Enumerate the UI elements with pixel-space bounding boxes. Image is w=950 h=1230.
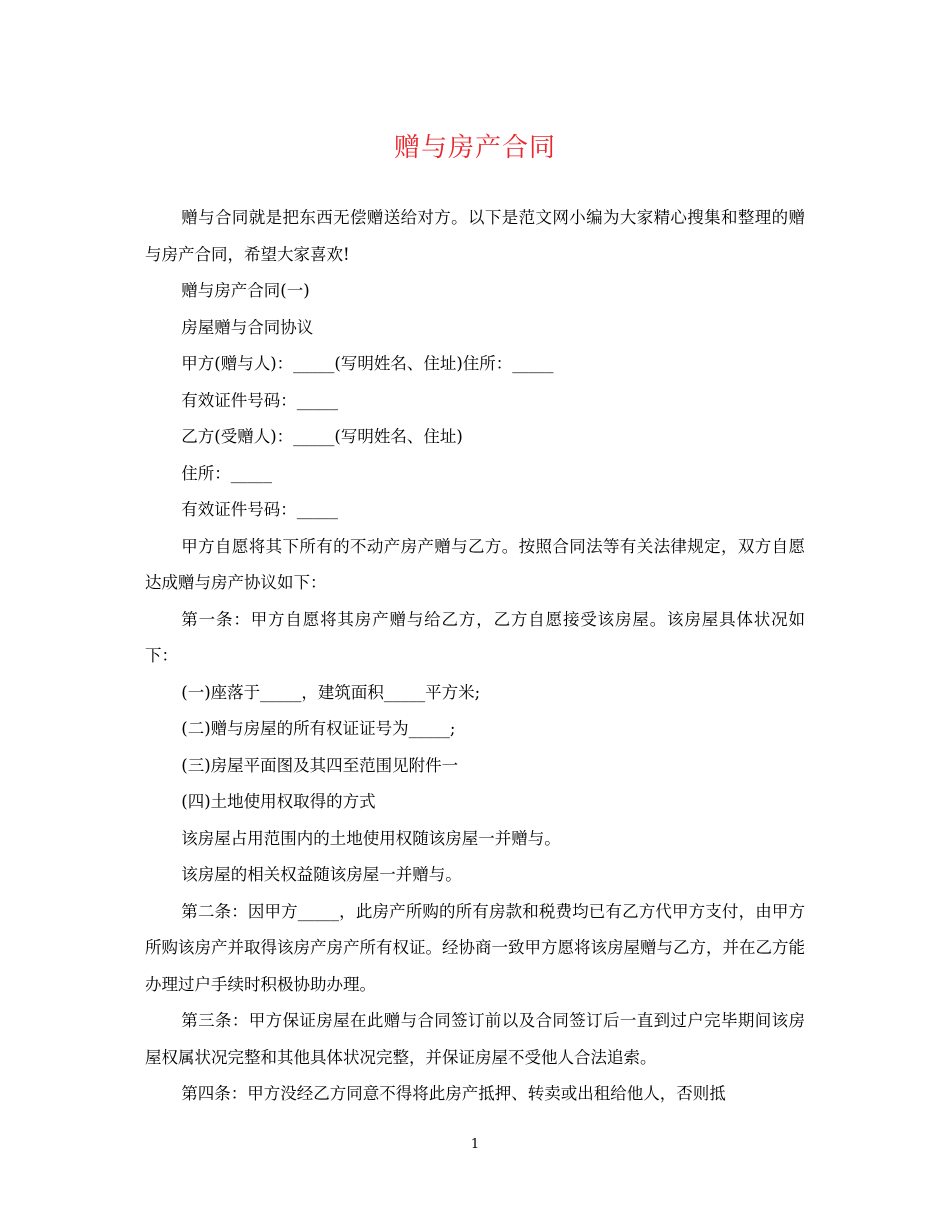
paragraph-intro: 赠与合同就是把东西无偿赠送给对方。以下是范文网小编为大家精心搜集和整理的赠与房产合同，希望大家喜欢! (145, 208, 805, 264)
document-title: 赠与房产合同 (393, 133, 556, 163)
paragraph-party-b-id: 有效证件号码：_____ (181, 500, 339, 519)
paragraph-agreement-title: 房屋赠与合同协议 (181, 317, 314, 337)
paragraph-party-b: 乙方(受赠人)：_____(写明姓名、住址) (181, 427, 463, 446)
paragraph-item-4: (四)土地使用权取得的方式 (181, 792, 376, 811)
paragraph-article-1: 第一条：甲方自愿将其房产赠与给乙方，乙方自愿接受该房屋。该房屋具体状况如下： (145, 609, 805, 665)
paragraph-section-heading: 赠与房产合同(一) (181, 281, 310, 300)
paragraph-item-2: (二)赠与房屋的所有权证证号为_____; (181, 719, 456, 738)
paragraph-party-b-address: 住所：_____ (181, 463, 273, 483)
paragraph-item-1: (一)座落于_____，建筑面积_____平方米; (181, 682, 481, 702)
paragraph-article-3: 第三条：甲方保证房屋在此赠与合同签订前以及合同签订后一直到过户完毕期间该房屋权属状况完整和其他具体状况完整，并保证房屋不受他人合法追索。 (145, 1011, 805, 1067)
paragraph-article-2: 第二条：因甲方_____，此房产所购的所有房款和税费均已有乙方代甲方支付，由甲方所购该房产并取得该房产房产所有权证。经协商一致甲方愿将该房屋赠与乙方，并在乙方能办理过户手续时积极协助办理。 (145, 901, 805, 994)
document-body (145, 200, 805, 1113)
paragraph-item-3: (三)房屋平面图及其四至范围见附件一 (181, 755, 459, 775)
paragraph-article-4: 第四条：甲方没经乙方同意不得将此房产抵押、转卖或出租给他人，否则抵 (181, 1084, 726, 1103)
paragraph-party-a-id: 有效证件号码：_____ (181, 390, 339, 410)
paragraph-preamble: 甲方自愿将其下所有的不动产房产赠与乙方。按照合同法等有关法律规定，双方自愿达成赠与房产协议如下： (145, 536, 805, 592)
paragraph-rights: 该房屋的相关权益随该房屋一并赠与。 (181, 865, 462, 884)
paragraph-party-a: 甲方(赠与人)：_____(写明姓名、住址)住所：_____ (181, 354, 554, 373)
page-number: 1 (470, 1137, 480, 1152)
paragraph-land-use: 该房屋占用范围内的土地使用权随该房屋一并赠与。 (181, 828, 561, 848)
